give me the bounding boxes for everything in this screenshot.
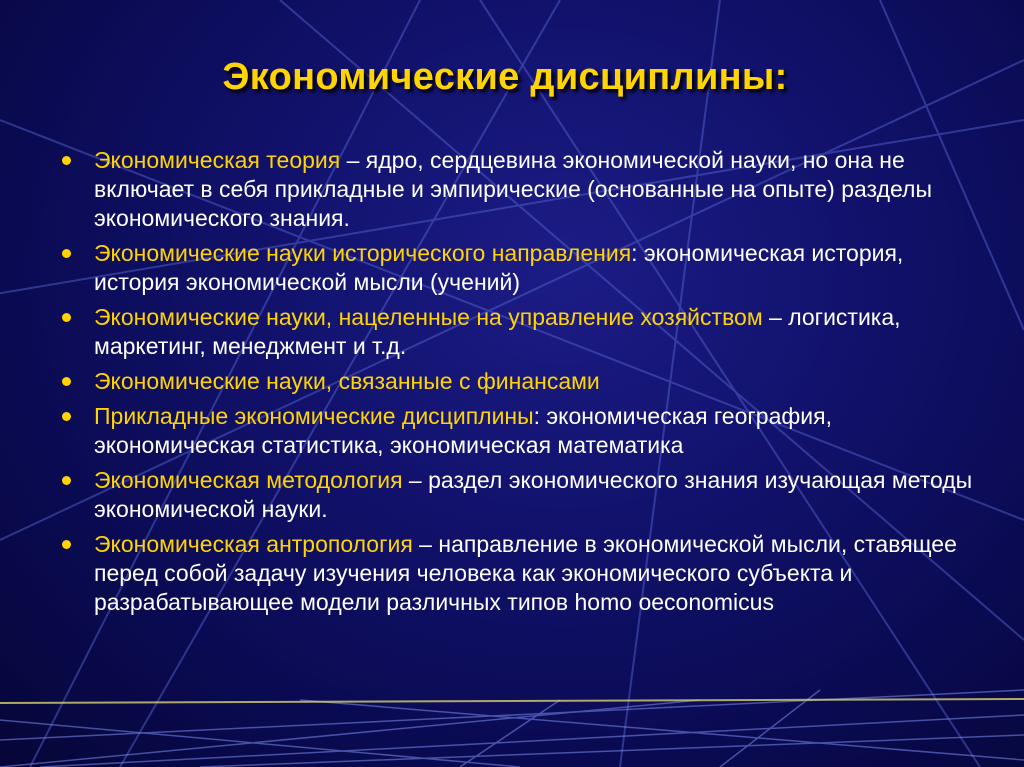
bullet-icon — [62, 249, 71, 258]
bullet-highlight: Экономическая методология — [94, 467, 403, 493]
bullet-text: – ядро, сердцевина экономической науки, но она не включает в себя прикладные и эмпирические (основанные на опыте) разделы экономического знания. — [94, 147, 932, 231]
list-item — [60, 303, 995, 361]
list-item — [60, 239, 995, 297]
bullet-list — [60, 146, 995, 623]
bullet-icon — [62, 377, 71, 386]
bullet-text: – направление в экономической мысли, ставящее перед собой задачу изучения человека как экономического субъекта и разрабатывающее модели различных типов homo oeconomicus — [94, 531, 957, 615]
bullet-text: – логистика, маркетинг, менеджмент и т.д. — [94, 304, 901, 359]
bullet-icon — [62, 156, 71, 165]
bullet-text: : экономическая история, история экономической мысли (учений) — [94, 240, 904, 295]
list-item — [60, 402, 995, 460]
list-item — [60, 466, 995, 524]
bullet-icon — [62, 540, 71, 549]
bullet-text: – раздел экономического знания изучающая методы экономической науки. — [94, 467, 973, 522]
bullet-icon — [62, 476, 71, 485]
bullet-icon — [62, 412, 71, 421]
bullet-icon — [62, 313, 71, 322]
list-item — [60, 530, 995, 617]
bullet-highlight: Экономические науки исторического направления — [94, 240, 632, 266]
list-item — [60, 367, 995, 396]
bullet-highlight: Экономическая теория — [94, 147, 341, 173]
bullet-highlight: Экономические науки, связанные с финансами — [94, 368, 600, 394]
bullet-text: : экономическая география, экономическая статистика, экономическая математика — [94, 403, 832, 458]
slide-title: Экономические дисциплины: — [222, 56, 788, 98]
bullet-highlight: Экономические науки, нацеленные на управление хозяйством — [94, 304, 763, 330]
bullet-highlight: Экономическая антропология — [94, 531, 413, 557]
bullet-highlight: Прикладные экономические дисциплины — [94, 403, 534, 429]
list-item — [60, 146, 995, 233]
